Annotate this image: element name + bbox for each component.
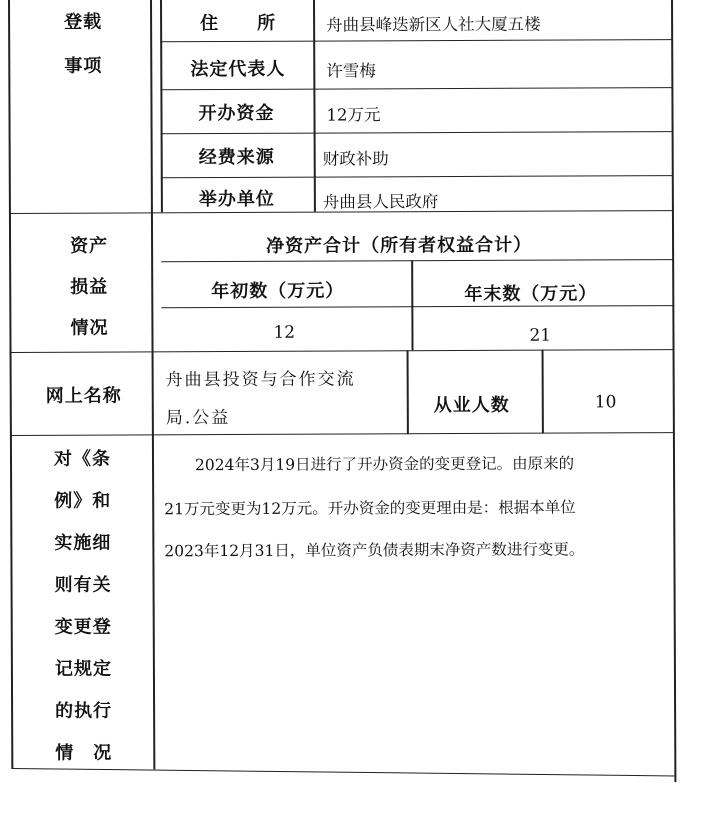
asset-header-line [161,259,673,263]
change-label-6: 记规定 [54,658,112,680]
reg-inner-divider [313,0,316,212]
table-bottom-border [11,768,675,777]
reg-label-address: 住 所 [200,12,277,35]
section-line-2 [10,349,674,353]
reg-value-address: 舟曲县峰迭新区人社大厦五楼 [326,14,541,35]
online-name-line2: 局.公益 [165,407,231,429]
reg-value-funding: 财政补助 [322,149,389,169]
change-text-line-2: 21万元变更为12万元。开办资金的变更理由是：根据本单位 [164,498,576,519]
reg-row-line-3 [161,131,673,135]
online-col-divider-1 [407,350,409,434]
online-col-divider-2 [542,350,544,434]
online-label: 网上名称 [45,385,122,407]
change-label-1: 对《条 [53,448,112,470]
asset-end-label: 年末数（万元） [464,283,598,305]
section-line-3 [10,432,674,436]
reg-label-legal-rep: 法定代表人 [190,58,286,81]
reg-row-line-4 [161,175,673,179]
change-label-5: 变更登 [54,616,112,638]
reg-value-legal-rep: 许雪梅 [326,61,376,81]
reg-row-line-1 [160,39,672,43]
asset-start-label: 年初数（万元） [211,280,345,303]
reg-section-label-1: 登载 [64,11,103,33]
table-left-border [8,0,13,768]
table-right-border [671,0,676,782]
change-label-7: 的执行 [55,700,113,722]
reg-value-sponsor: 舟曲县人民政府 [322,192,439,212]
staff-value: 10 [594,392,617,413]
staff-label: 从业人数 [433,394,510,417]
asset-section-label-3: 情况 [70,317,109,339]
asset-end-value: 21 [529,325,552,346]
reg-section-label-2: 事项 [64,55,103,77]
reg-row-line-2 [160,87,672,91]
change-label-8: 情 况 [55,742,113,764]
asset-section-label-2: 损益 [70,276,109,298]
change-label-3: 实施细 [54,532,112,554]
reg-value-capital: 12万元 [326,105,381,125]
change-text-line-3: 2023年12月31日，单位资产负债表期末净资产数进行变更。 [164,540,585,561]
inner-left-edge [160,0,163,212]
asset-start-value: 12 [273,322,296,343]
asset-header: 净资产合计（所有者权益合计） [266,234,533,257]
change-text-line-1: 2024年3月19日进行了开办资金的变更登记。由原来的 [163,454,575,475]
reg-label-capital: 开办资金 [198,102,275,125]
reg-label-sponsor: 举办单位 [198,188,275,211]
change-label-2: 例》和 [54,490,112,512]
label-column-divider [150,0,155,769]
asset-section-label-1: 资产 [70,235,109,257]
asset-sub-line [161,305,673,309]
online-name-line1: 舟曲县投资与合作交流 [165,369,356,391]
reg-label-funding: 经费来源 [198,146,275,169]
change-label-4: 则有关 [54,574,112,596]
